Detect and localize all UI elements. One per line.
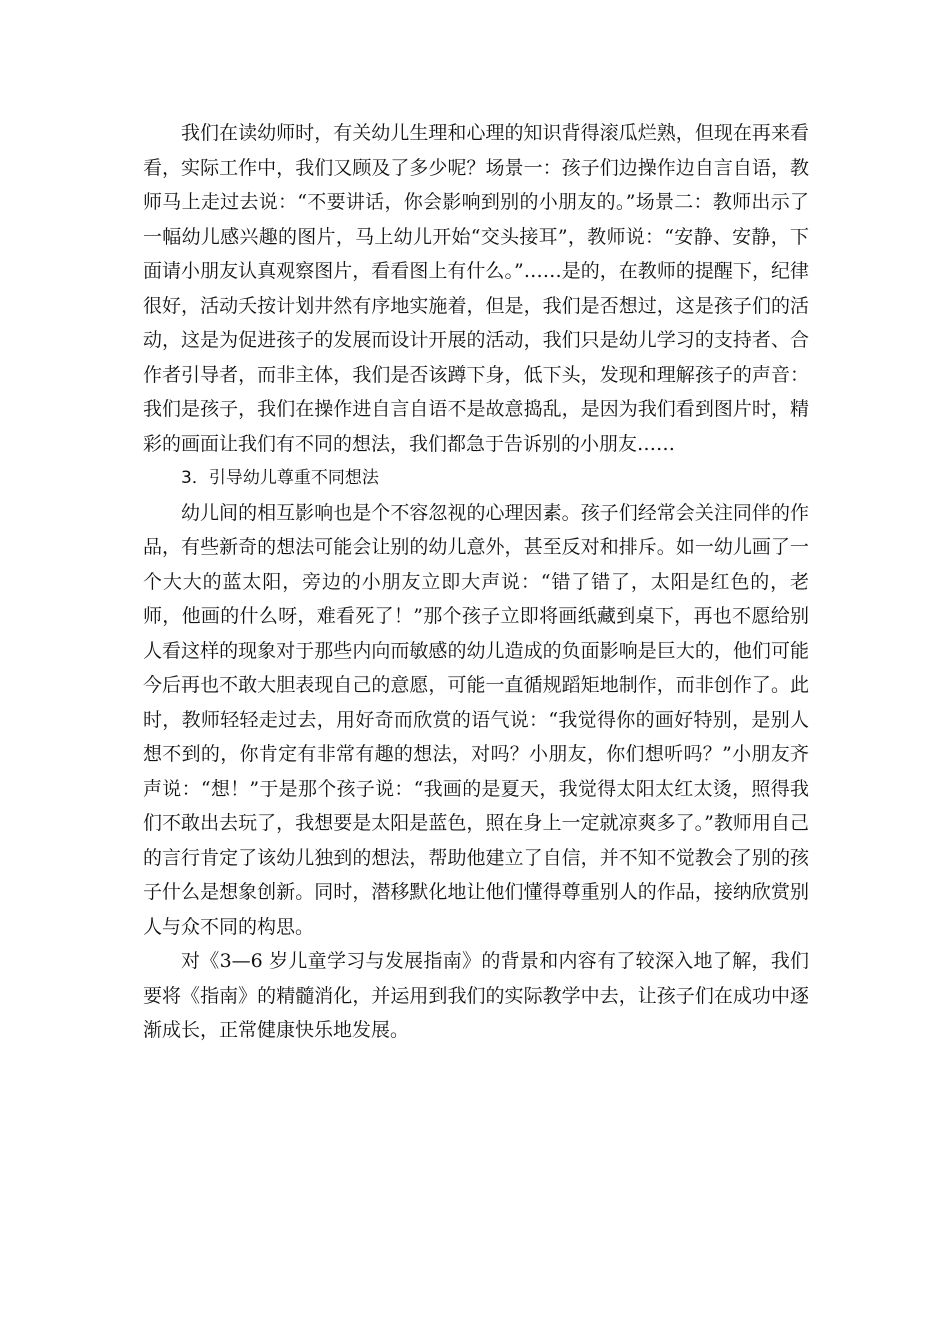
section-heading: 3．引导幼儿尊重不同想法 <box>181 468 379 488</box>
paragraph-conclusion: 对《3—6 岁儿童学习与发展指南》的背景和内容有了较深入地了解，我们要将《指南》的精髓消化，并运用到我们的实际教学中去，让孩子们在成功中逐渐成长，正常健康快乐地发展。 <box>143 950 809 1041</box>
paragraph-blue-sun: 幼儿间的相互影响也是个不容忽视的心理因素。孩子们经常会关注同伴的作品，有些新奇的想法可能会让别的幼儿意外，甚至反对和排斥。如一幼儿画了一个大大的蓝太阳，旁边的小朋友立即大声说：“错了错了，太阳是红色的，老师，他画的什么呀，难看死了！”那个孩子立即将画纸藏到桌下，再也不愿给别人看这样的现象对于那些内向而敏感的幼儿造成的负面影响是巨大的，他们可能今后再也不敢大胆表现自己的意愿，可能一直循规蹈矩地制作，而非创作了。此时，教师轻轻走过去，用好奇而欣赏的语气说：“我觉得你的画好特别，是别人想不到的，你肯定有非常有趣的想法，对吗？小朋友，你们想听吗？”小朋友齐声说：“想！”于是那个孩子说：“我画的是夏天，我觉得太阳太红太烫，照得我们不敢出去玩了，我想要是太阳是蓝色，照在身上一定就凉爽多了。”教师用自己的言行肯定了该幼儿独到的想法，帮助他建立了自信，并不知不觉教会了别的孩子什么是想象创新。同时，潜移默化地让他们懂得尊重别人的作品，接纳欣赏别人与众不同的构思。 <box>143 501 809 938</box>
document-body <box>143 116 809 1048</box>
paragraph-scenes: 我们在读幼师时，有关幼儿生理和心理的知识背得滚瓜烂熟，但现在再来看看，实际工作中，我们又顾及了多少呢？场景一：孩子们边操作边自言自语，教师马上走过去说：“不要讲话，你会影响到别的小朋友的。”场景二：教师出示了一幅幼儿感兴趣的图片，马上幼儿开始“交头接耳”，教师说：“安静、安静，下面请小朋友认真观察图片，看看图上有什么。”……是的，在教师的提醒下，纪律很好，活动夭按计划井然有序地实施着，但是，我们是否想过，这是孩子们的活动，这是为促进孩子的发展而设计开展的活动，我们只是幼儿学习的支持者、合作者引导者，而非主体，我们是否该蹲下身，低下头，发现和理解孩子的声音：我们是孩子，我们在操作进自言自语不是故意捣乱，是因为我们看到图片时，精彩的画面让我们有不同的想法，我们都急于告诉别的小朋友…… <box>143 122 809 455</box>
